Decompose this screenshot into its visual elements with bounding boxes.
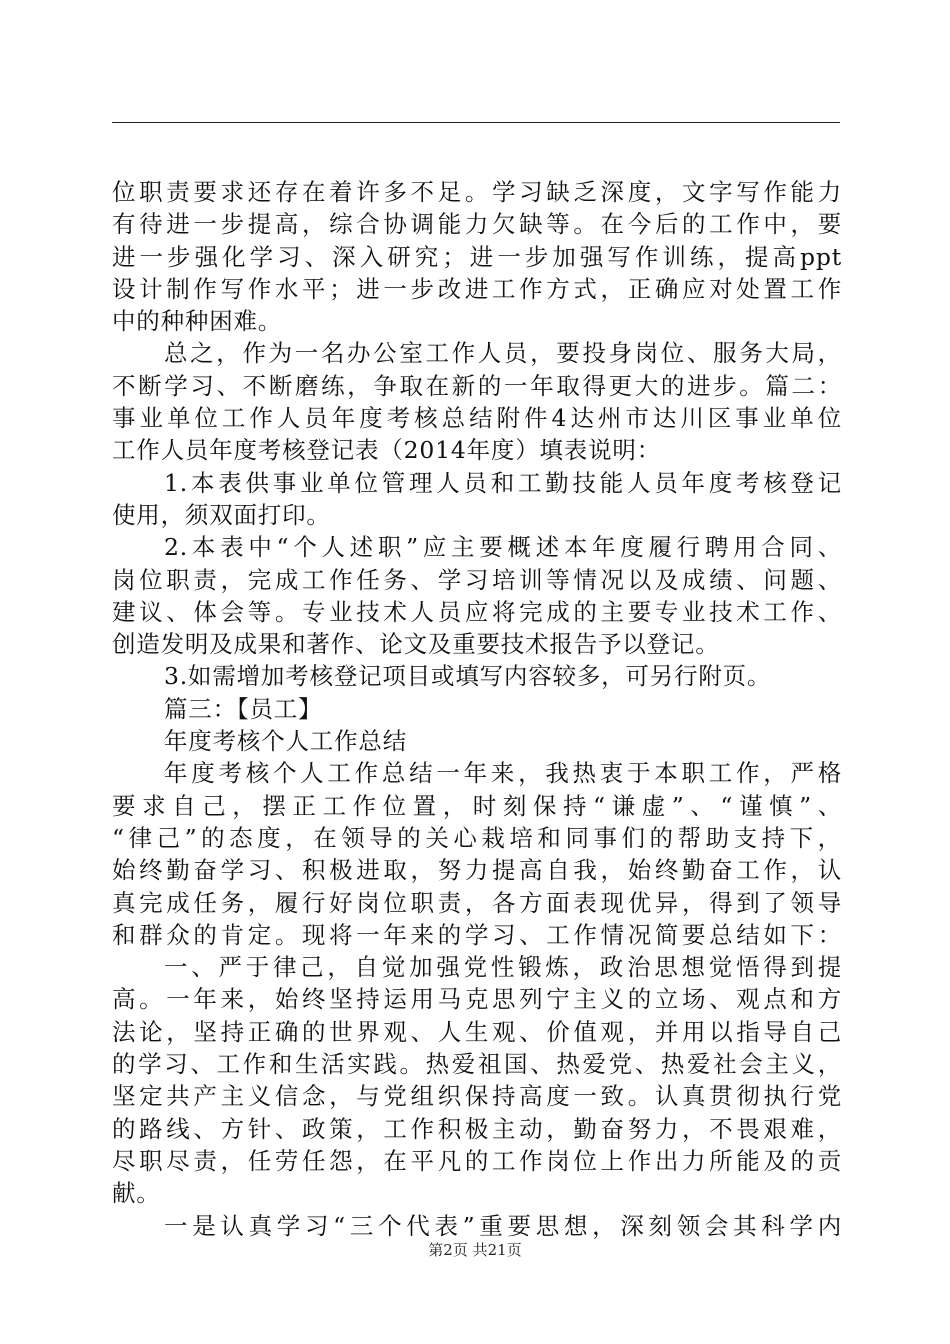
text-line: 始终勤奋学习、积极进取，努力提高自我，始终勤奋工作，认 — [112, 856, 842, 885]
text-line: 建议、体会等。专业技术人员应将完成的主要专业技术工作、 — [112, 597, 842, 626]
text-line: 使用，须双面打印。 — [112, 500, 331, 529]
text-line: 事业单位工作人员年度考核总结附件4达州市达川区事业单位 — [112, 404, 842, 433]
text-line: 有待进一步提高，综合协调能力欠缺等。在今后的工作中，要 — [112, 210, 842, 239]
text-line: 尽职尽责，任劳任怨，在平凡的工作岗位上作出力所能及的贡 — [112, 1146, 842, 1175]
text-line: 的路线、方针、政策，工作积极主动，勤奋努力，不畏艰难， — [112, 1114, 842, 1143]
text-line: 篇三：【员工】 — [164, 694, 323, 723]
text-line: 设计制作写作水平；进一步改进工作方式，正确应对处置工作 — [112, 274, 842, 303]
text-line: 总之，作为一名办公室工作人员，要投身岗位、服务大局， — [164, 339, 842, 368]
text-line: 2.本表中“个人述职”应主要概述本年度履行聘用合同、 — [164, 533, 842, 562]
text-line: 坚定共产主义信念，与党组织保持高度一致。认真贯彻执行党 — [112, 1082, 842, 1111]
text-line: 3.如需增加考核登记项目或填写内容较多，可另行附页。 — [164, 662, 772, 691]
text-line: 年度考核个人工作总结 — [164, 727, 407, 756]
text-line: 献。 — [112, 1179, 161, 1208]
header-rule — [112, 122, 840, 123]
text-line: “律己”的态度，在领导的关心栽培和同事们的帮助支持下， — [112, 823, 842, 852]
text-line: 岗位职责，完成工作任务、学习培训等情况以及成绩、问题、 — [112, 565, 842, 594]
text-line: 年度考核个人工作总结一年来，我热衷于本职工作，严格 — [164, 759, 842, 788]
text-line: 位职责要求还存在着许多不足。学习缺乏深度，文字写作能力 — [112, 178, 842, 206]
text-line: 要求自己，摆正工作位置，时刻保持“谦虚”、“谨慎”、 — [112, 791, 842, 820]
text-line: 高。一年来，始终坚持运用马克思列宁主义的立场、观点和方 — [112, 985, 842, 1014]
text-line: 一、严于律己，自觉加强党性锻炼，政治思想觉悟得到提 — [164, 953, 842, 982]
text-line: 中的种种困难。 — [112, 307, 283, 336]
text-line: 1.本表供事业单位管理人员和工勤技能人员年度考核登记 — [164, 468, 842, 497]
page-footer: 第2页 共21页 — [428, 1241, 522, 1259]
text-line: 工作人员年度考核登记表（2014年度）填表说明： — [112, 436, 662, 465]
text-line: 一是认真学习“三个代表”重要思想，深刻领会其科学内 — [164, 1211, 842, 1240]
document-body — [112, 176, 842, 1242]
text-line: 的学习、工作和生活实践。热爱祖国、热爱党、热爱社会主义， — [112, 1050, 842, 1079]
text-line: 不断学习、不断磨练，争取在新的一年取得更大的进步。篇二： — [112, 371, 842, 400]
text-line: 进一步强化学习、深入研究；进一步加强写作训练，提高ppt — [112, 242, 842, 271]
text-line: 真完成任务，履行好岗位职责，各方面表现优异，得到了领导 — [112, 888, 842, 917]
text-line: 法论，坚持正确的世界观、人生观、价值观，并用以指导自己 — [112, 1017, 842, 1046]
text-line: 创造发明及成果和著作、论文及重要技术报告予以登记。 — [112, 630, 720, 659]
text-line: 和群众的肯定。现将一年来的学习、工作情况简要总结如下： — [112, 920, 842, 949]
